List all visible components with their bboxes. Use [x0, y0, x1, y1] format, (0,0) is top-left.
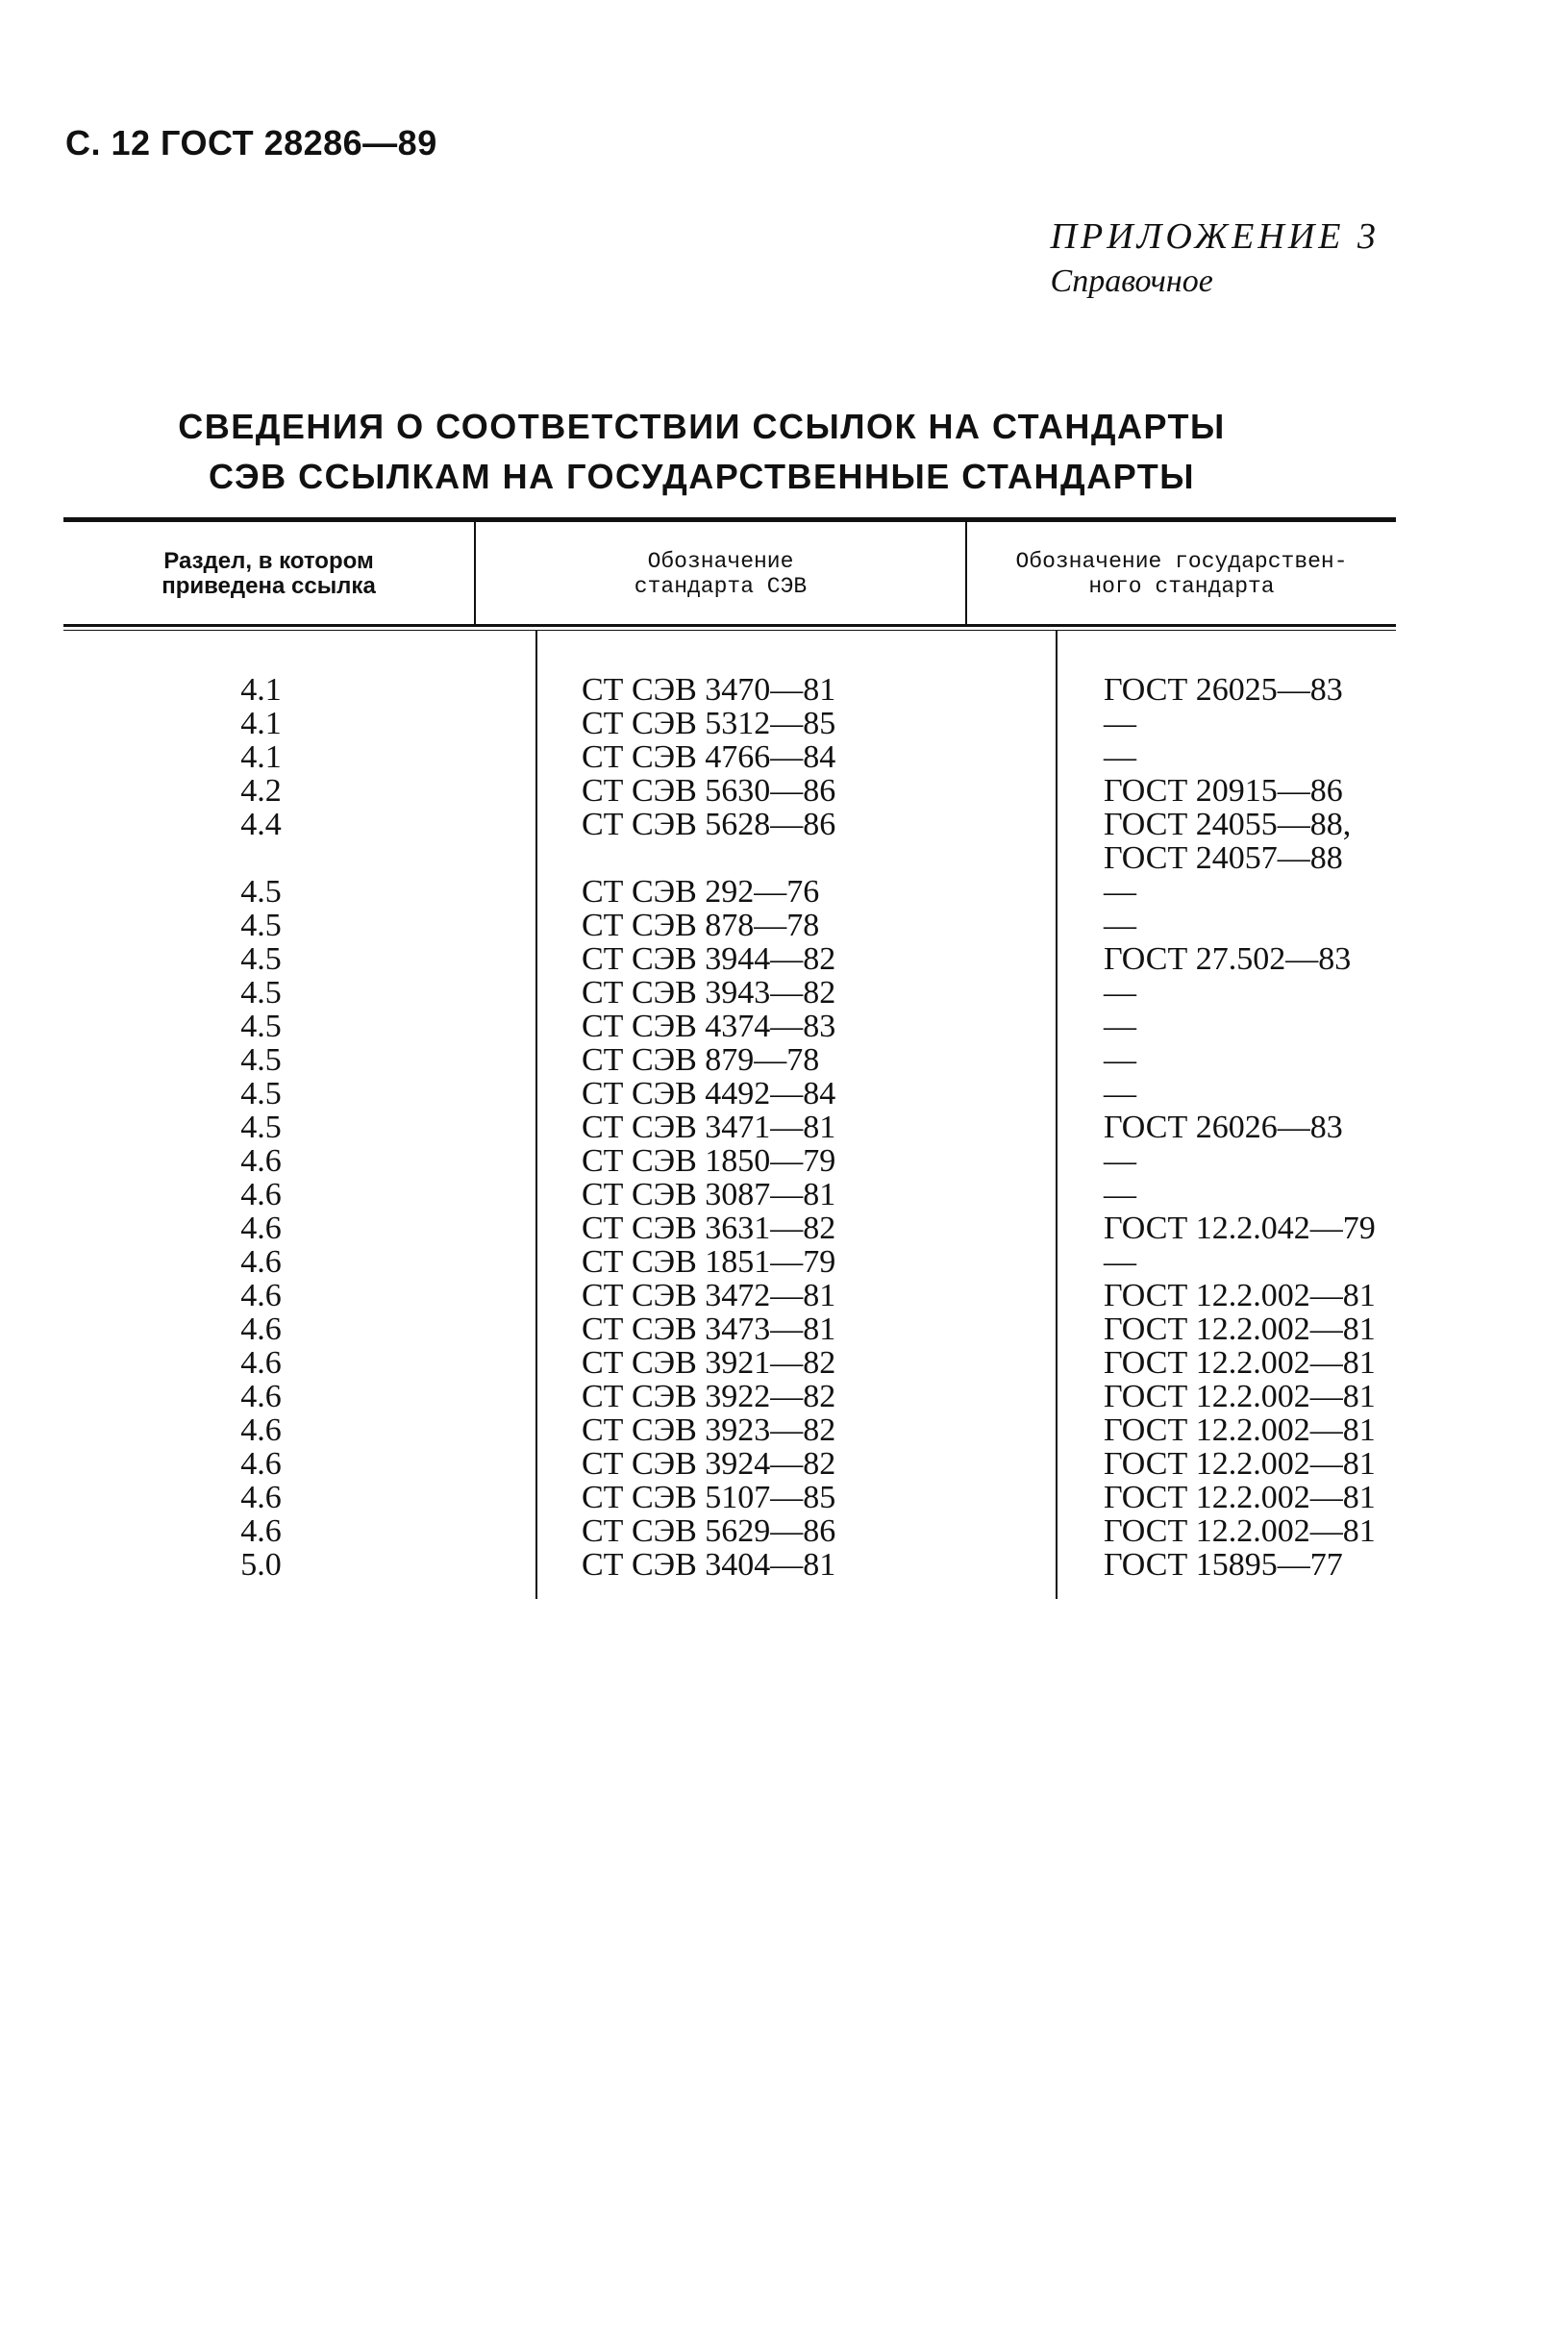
cell-section: 4.6	[240, 1143, 282, 1179]
cell-sev-standard: СТ СЭВ 5629—86	[536, 1514, 1057, 1548]
cell-section: 4.5	[240, 1042, 282, 1078]
cell-sev-standard: СТ СЭВ 3470—81	[536, 631, 1057, 707]
cell-state-standard: —	[1057, 1010, 1396, 1043]
cell-sev-standard: СТ СЭВ 3924—82	[536, 1447, 1057, 1481]
cell-section: 4.5	[240, 1110, 282, 1145]
cell-sev-standard: СТ СЭВ 3472—81	[536, 1279, 1057, 1312]
cell-section: 4.6	[240, 1211, 282, 1246]
cell-state-standard: ГОСТ 12.2.002—81	[1057, 1380, 1396, 1413]
cell-section: 4.1	[240, 672, 282, 708]
table-row	[63, 740, 1396, 774]
cell-state-standard: ГОСТ 12.2.002—81	[1057, 1312, 1396, 1346]
cell-sev-standard: СТ СЭВ 5630—86	[536, 774, 1057, 808]
cell-section: 4.5	[240, 1009, 282, 1044]
cell-state-standard: ГОСТ 27.502—83	[1057, 942, 1396, 976]
cell-section: 4.4	[240, 807, 282, 842]
cell-section: 4.1	[240, 706, 282, 741]
cell-section: 4.6	[240, 1480, 282, 1515]
document-title-line-2: СЭВ ССЫЛКАМ НА ГОСУДАРСТВЕННЫЕ СТАНДАРТЫ	[209, 457, 1195, 496]
cell-sev-standard: СТ СЭВ 878—78	[536, 909, 1057, 942]
cell-sev-standard: СТ СЭВ 5312—85	[536, 707, 1057, 740]
table-row	[63, 1380, 1396, 1413]
table-row	[63, 1514, 1396, 1548]
cell-section: 4.6	[240, 1345, 282, 1381]
table-row	[63, 1447, 1396, 1481]
cell-state-standard: —	[1057, 707, 1396, 740]
table-row	[63, 875, 1396, 909]
table-row	[63, 976, 1396, 1010]
cell-state-standard: —	[1057, 1144, 1396, 1178]
cell-section: 4.6	[240, 1278, 282, 1313]
cell-section: 4.6	[240, 1513, 282, 1549]
table-row	[63, 1548, 1396, 1599]
table-row	[63, 1312, 1396, 1346]
cell-section: 4.6	[240, 1412, 282, 1448]
cell-state-standard: —	[1057, 1245, 1396, 1279]
cell-sev-standard: СТ СЭВ 879—78	[536, 1043, 1057, 1077]
cell-sev-standard: СТ СЭВ 5628—86	[536, 808, 1057, 875]
cell-state-standard: —	[1057, 976, 1396, 1010]
table-row	[63, 1413, 1396, 1447]
table-row	[63, 631, 1396, 707]
cell-sev-standard: СТ СЭВ 1851—79	[536, 1245, 1057, 1279]
cell-sev-standard: СТ СЭВ 5107—85	[536, 1481, 1057, 1514]
table-row	[63, 774, 1396, 808]
table-header-row	[63, 522, 1396, 624]
cell-state-standard: ГОСТ 12.2.002—81	[1057, 1481, 1396, 1514]
cell-state-standard: —	[1057, 740, 1396, 774]
cell-sev-standard: СТ СЭВ 4374—83	[536, 1010, 1057, 1043]
cell-section: 4.6	[240, 1311, 282, 1347]
table-row	[63, 1178, 1396, 1211]
cell-state-standard: —	[1057, 1043, 1396, 1077]
cell-state-standard: ГОСТ 12.2.042—79	[1057, 1211, 1396, 1245]
cell-state-standard: ГОСТ 12.2.002—81	[1057, 1346, 1396, 1380]
cell-sev-standard: СТ СЭВ 3944—82	[536, 942, 1057, 976]
cell-sev-standard: СТ СЭВ 3943—82	[536, 976, 1057, 1010]
cell-state-standard: ГОСТ 26026—83	[1057, 1111, 1396, 1144]
cell-sev-standard: СТ СЭВ 3631—82	[536, 1211, 1057, 1245]
appendix-block	[1051, 213, 1380, 304]
cell-state-standard: ГОСТ 15895—77	[1057, 1548, 1396, 1599]
reference-table	[63, 522, 1396, 624]
cell-state-standard: ГОСТ 12.2.002—81	[1057, 1413, 1396, 1447]
cell-section: 4.6	[240, 1446, 282, 1482]
cell-state-standard: ГОСТ 12.2.002—81	[1057, 1514, 1396, 1548]
header-section: Раздел, в котором приведена ссылка	[162, 548, 376, 599]
cell-section: 4.5	[240, 1076, 282, 1111]
cell-sev-standard: СТ СЭВ 4766—84	[536, 740, 1057, 774]
table-row	[63, 1111, 1396, 1144]
table-row	[63, 942, 1396, 976]
reference-table-body	[63, 631, 1396, 1599]
cell-sev-standard: СТ СЭВ 3922—82	[536, 1380, 1057, 1413]
table-row	[63, 1346, 1396, 1380]
cell-state-standard: ГОСТ 20915—86	[1057, 774, 1396, 808]
cell-state-standard: —	[1057, 1077, 1396, 1111]
table-row	[63, 1043, 1396, 1077]
table-row	[63, 1211, 1396, 1245]
correspondence-table	[63, 517, 1396, 1599]
cell-sev-standard: СТ СЭВ 3923—82	[536, 1413, 1057, 1447]
cell-section: 4.1	[240, 739, 282, 775]
header-sev-standard: Обозначение стандарта СЭВ	[475, 522, 966, 624]
cell-sev-standard: СТ СЭВ 4492—84	[536, 1077, 1057, 1111]
page-header: С. 12 ГОСТ 28286—89	[65, 123, 437, 162]
cell-state-standard: ГОСТ 26025—83	[1057, 631, 1396, 707]
cell-state-standard: ГОСТ 12.2.002—81	[1057, 1279, 1396, 1312]
cell-sev-standard: СТ СЭВ 3471—81	[536, 1111, 1057, 1144]
header-state-standard: Обозначение государствен- ного стандарта	[966, 522, 1396, 624]
table-row	[63, 1144, 1396, 1178]
table-row	[63, 1279, 1396, 1312]
table-row	[63, 1077, 1396, 1111]
table-row	[63, 1010, 1396, 1043]
cell-sev-standard: СТ СЭВ 3404—81	[536, 1548, 1057, 1599]
document-title	[0, 402, 1404, 502]
cell-section: 4.6	[240, 1379, 282, 1414]
header-divider-rule	[63, 624, 1396, 631]
cell-state-standard: —	[1057, 1178, 1396, 1211]
table-row	[63, 909, 1396, 942]
appendix-subtitle: Справочное	[1050, 263, 1213, 299]
cell-section: 4.5	[240, 975, 282, 1011]
cell-section: 4.6	[240, 1244, 282, 1280]
cell-section: 5.0	[240, 1547, 282, 1583]
table-row	[63, 808, 1396, 875]
cell-sev-standard: СТ СЭВ 3473—81	[536, 1312, 1057, 1346]
cell-section: 4.2	[240, 773, 282, 809]
table-row	[63, 1481, 1396, 1514]
appendix-title: ПРИЛОЖЕНИЕ 3	[1050, 216, 1380, 257]
table-row	[63, 707, 1396, 740]
document-title-line-1: СВЕДЕНИЯ О СООТВЕТСТВИИ ССЫЛОК НА СТАНДАРТЫ	[178, 407, 1226, 446]
table-row	[63, 1245, 1396, 1279]
cell-state-standard: —	[1057, 875, 1396, 909]
cell-section: 4.6	[240, 1177, 282, 1212]
cell-sev-standard: СТ СЭВ 292—76	[536, 875, 1057, 909]
cell-sev-standard: СТ СЭВ 3921—82	[536, 1346, 1057, 1380]
cell-state-standard: ГОСТ 24055—88, ГОСТ 24057—88	[1057, 808, 1396, 875]
cell-section: 4.5	[240, 908, 282, 943]
cell-section: 4.5	[240, 941, 282, 977]
cell-state-standard: —	[1057, 909, 1396, 942]
cell-sev-standard: СТ СЭВ 1850—79	[536, 1144, 1057, 1178]
cell-sev-standard: СТ СЭВ 3087—81	[536, 1178, 1057, 1211]
cell-section: 4.5	[240, 874, 282, 910]
cell-state-standard: ГОСТ 12.2.002—81	[1057, 1447, 1396, 1481]
